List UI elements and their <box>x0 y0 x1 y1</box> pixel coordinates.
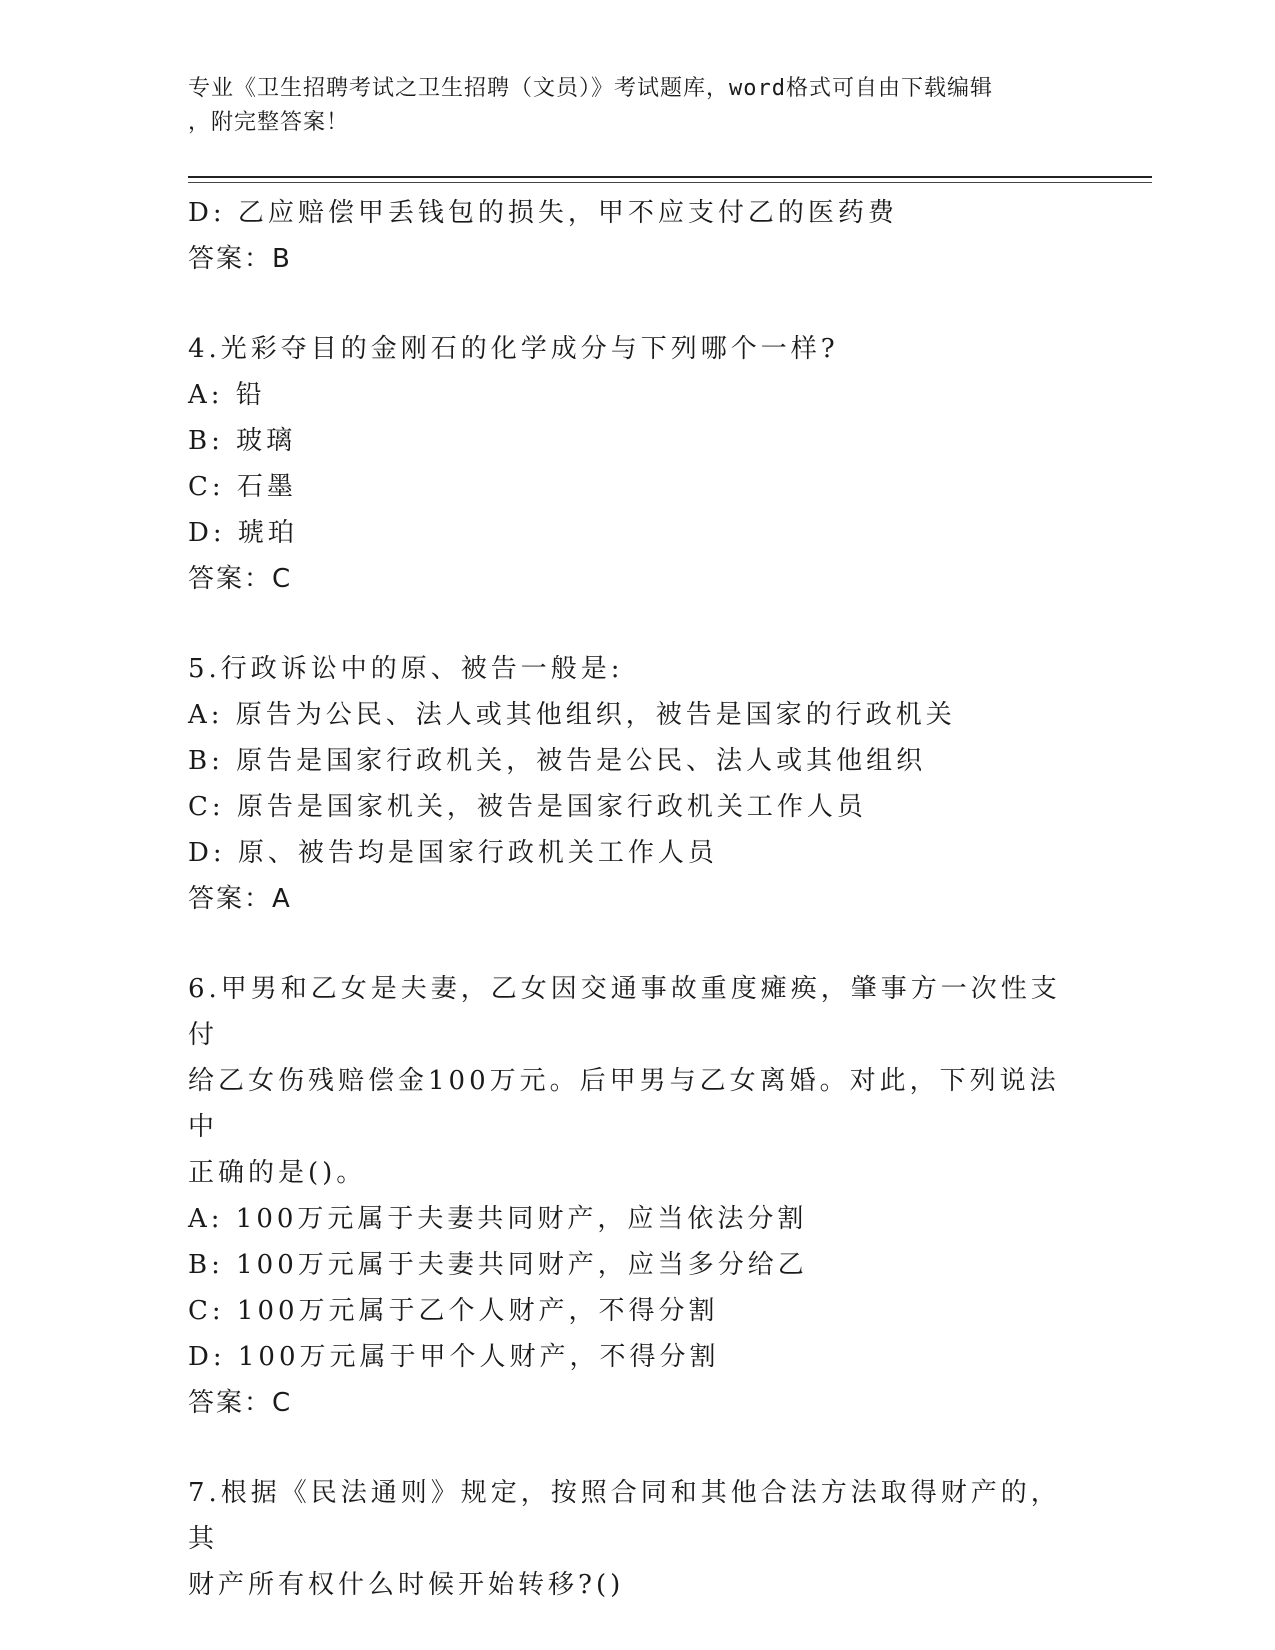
option-a: A: 铅 <box>188 380 266 410</box>
option-d: D: 100万元属于甲个人财产，不得分割 <box>188 1342 720 1372</box>
document-header <box>188 72 1088 140</box>
question-6 <box>188 966 1078 1426</box>
question-list <box>188 190 1078 1608</box>
question-stem: 5.行政诉讼中的原、被告一般是: <box>188 654 624 684</box>
question-stem-line-2: 给乙女伤残赔偿金100万元。后甲男与乙女离婚。对此，下列说法中 <box>188 1066 1060 1142</box>
answer-line: 答案：A <box>188 884 292 914</box>
option-d: D: 乙应赔偿甲丢钱包的损失，甲不应支付乙的医药费 <box>188 198 898 228</box>
option-c: C: 石墨 <box>188 472 297 502</box>
option-a: A: 原告为公民、法人或其他组织，被告是国家的行政机关 <box>188 700 956 730</box>
question-stem: 4.光彩夺目的金刚石的化学成分与下列哪个一样? <box>188 334 839 364</box>
option-b: B: 原告是国家行政机关，被告是公民、法人或其他组织 <box>188 746 927 776</box>
option-c: C: 100万元属于乙个人财产，不得分割 <box>188 1296 719 1326</box>
answer-line: 答案：C <box>188 1388 293 1418</box>
question-7 <box>188 1470 1078 1608</box>
carryover-block <box>188 190 1078 282</box>
answer-line: 答案：C <box>188 564 293 594</box>
option-a: A: 100万元属于夫妻共同财产，应当依法分割 <box>188 1204 808 1234</box>
option-d: D: 原、被告均是国家行政机关工作人员 <box>188 838 718 868</box>
question-stem-line-3: 正确的是()。 <box>188 1158 367 1188</box>
header-title-line-2: ，附完整答案！ <box>188 110 350 135</box>
question-4 <box>188 326 1078 602</box>
question-stem-line-2: 财产所有权什么时候开始转移?() <box>188 1570 625 1600</box>
option-b: B: 玻璃 <box>188 426 297 456</box>
header-divider-thick <box>188 176 1152 178</box>
option-b: B: 100万元属于夫妻共同财产，应当多分给乙 <box>188 1250 808 1280</box>
option-c: C: 原告是国家机关，被告是国家行政机关工作人员 <box>188 792 867 822</box>
header-title-line-1: 专业《卫生招聘考试之卫生招聘（文员）》考试题库，word格式可自由下载编辑 <box>188 76 993 101</box>
question-stem-line-1: 7.根据《民法通则》规定，按照合同和其他合法方法取得财产的，其 <box>188 1478 1061 1554</box>
answer-line: 答案：B <box>188 244 292 274</box>
header-divider-thin <box>188 182 1152 183</box>
option-d: D: 琥珀 <box>188 518 298 548</box>
question-5 <box>188 646 1078 922</box>
question-stem-line-1: 6.甲男和乙女是夫妻，乙女因交通事故重度瘫痪，肇事方一次性支付 <box>188 974 1061 1050</box>
